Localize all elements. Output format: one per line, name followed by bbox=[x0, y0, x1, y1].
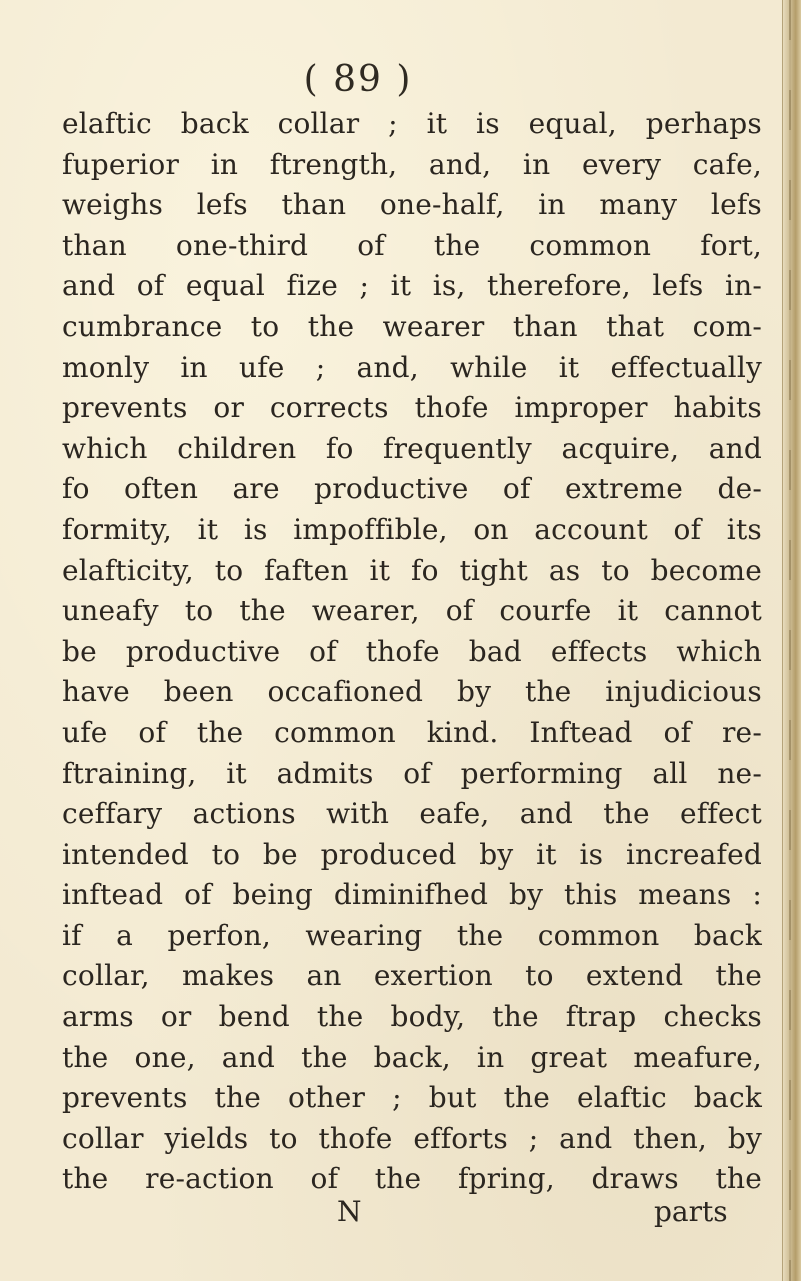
text-line: elaftic back collar ; it is equal, perhaps bbox=[62, 107, 762, 140]
text-line: the re-action of the fpring, draws the bbox=[62, 1162, 762, 1196]
page-header bbox=[0, 58, 801, 108]
text-line: have been occafioned by the injudicious bbox=[62, 675, 762, 709]
text-line: prevents or corrects thofe improper habits bbox=[62, 391, 762, 425]
text-line: the one, and the back, in great meafure, bbox=[62, 1040, 762, 1074]
text-line: collar, makes an exertion to extend the bbox=[62, 959, 762, 993]
text-line: uneafy to the wearer, of courfe it cannot bbox=[62, 594, 762, 628]
text-line: collar yields to thofe efforts ; and then, by bbox=[62, 1121, 762, 1155]
text-line: if a perfon, wearing the common back bbox=[62, 918, 762, 952]
signature-mark: N bbox=[337, 1195, 362, 1228]
text-line: ceffary actions with eafe, and the effect bbox=[62, 797, 762, 831]
text-line: fo often are productive of extreme de- bbox=[62, 472, 762, 506]
catchword: parts bbox=[654, 1195, 728, 1228]
text-line: and of equal fize ; it is, therefore, lefs in- bbox=[62, 269, 762, 303]
text-line: fuperior in ftrength, and, in every cafe, bbox=[62, 147, 762, 181]
text-line: cumbrance to the wearer than that com- bbox=[62, 309, 762, 343]
text-line: monly in ufe ; and, while it effectually bbox=[62, 350, 762, 384]
text-line: ufe of the common kind. Inftead of re- bbox=[62, 715, 762, 749]
page-number: ( 89 ) bbox=[303, 59, 413, 100]
text-line: weighs lefs than one-half, in many lefs bbox=[62, 188, 762, 222]
text-line: than one-third of the common fort, bbox=[62, 228, 762, 262]
page-edge bbox=[782, 0, 801, 1281]
text-line: be productive of thofe bad effects which bbox=[62, 634, 762, 668]
text-line: prevents the other ; but the elaftic back bbox=[62, 1081, 762, 1115]
page-footer bbox=[0, 1190, 801, 1234]
body-text bbox=[62, 104, 762, 1200]
text-line: elafticity, to faften it fo tight as to become bbox=[62, 553, 762, 587]
text-line: inftead of being diminifhed by this means : bbox=[62, 878, 762, 912]
text-line: which children fo frequently acquire, and bbox=[62, 431, 762, 465]
text-line: ftraining, it admits of performing all ne- bbox=[62, 756, 762, 790]
text-line: formity, it is impoffible, on account of its bbox=[62, 512, 762, 546]
text-line: arms or bend the body, the ftrap checks bbox=[62, 1000, 762, 1034]
text-line: intended to be produced by it is increafed bbox=[62, 837, 762, 871]
